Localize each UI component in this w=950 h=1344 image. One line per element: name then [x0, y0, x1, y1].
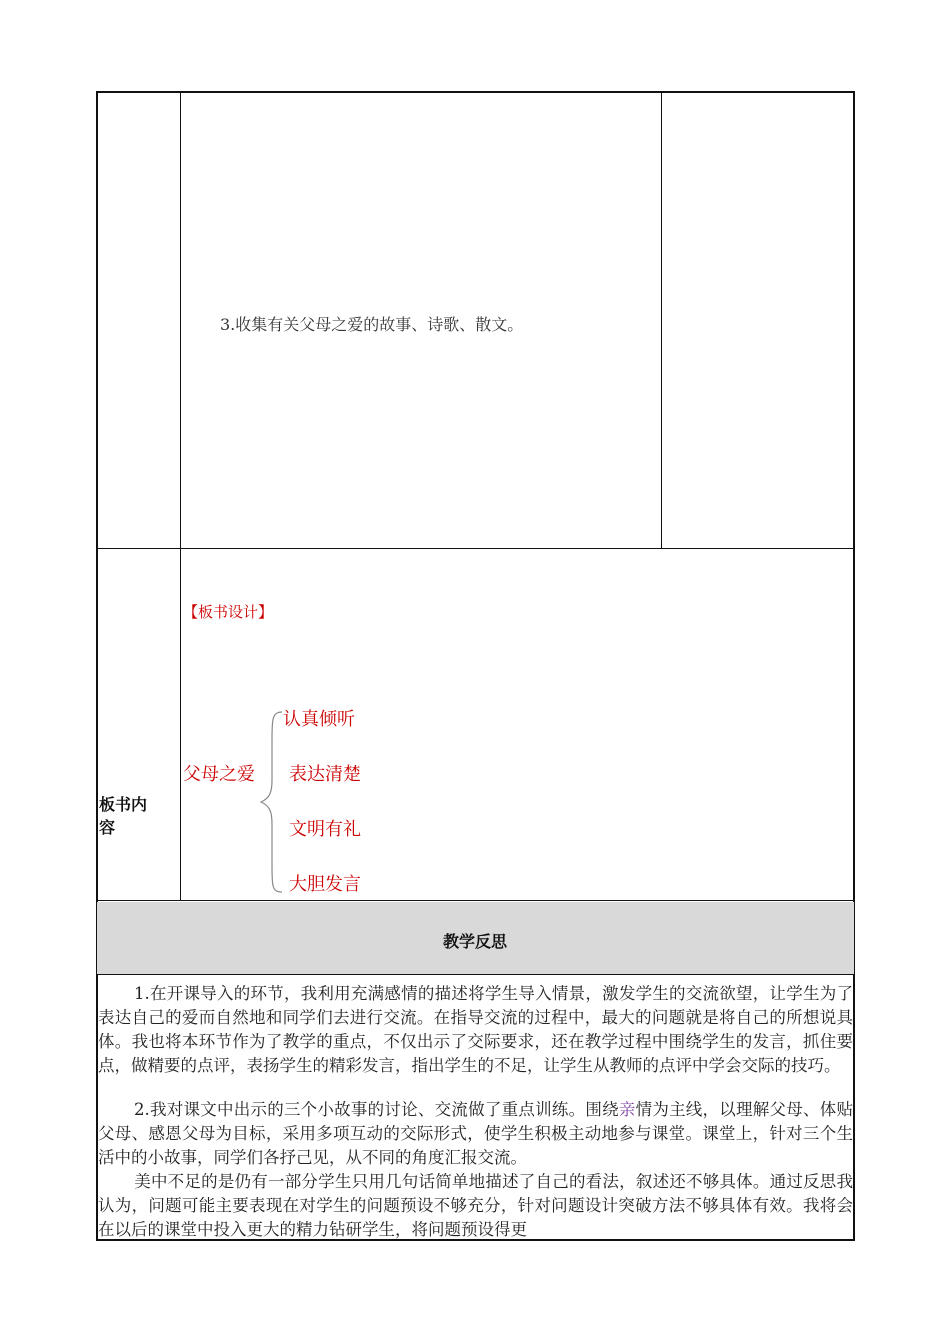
reflection-paragraph-2: [97, 1098, 854, 1170]
board-item-polite: 文明有礼: [289, 819, 361, 840]
reflection-p2-text-a: 2.我对课文中出示的三个小故事的讨论、交流做了重点训练。围绕: [134, 1100, 619, 1119]
board-design-heading: 【板书设计】: [183, 603, 274, 621]
activity-task-text: 3.收集有关父母之爱的故事、诗歌、散文。: [220, 315, 524, 334]
reflection-paragraph-1: [97, 982, 854, 1078]
reflection-paragraph-3: [97, 1170, 854, 1242]
reflection-p2-highlight: 亲: [618, 1100, 636, 1119]
reflection-p3-text: 美中不足的是仍有一部分学生只用几句话简单地描述了自己的看法，叙述还不够具体。通过反思我认为，问题可能主要表现在对学生的问题预设不够充分，针对问题设计突破方法不够具体有效。我将会在以后的课堂中投入更大的精力钻研学生，将问题预设得更: [98, 1172, 853, 1239]
row-divider-activity: [97, 548, 854, 549]
board-item-express: 表达清楚: [289, 764, 361, 785]
reflection-p2-text-b: 情为主线，以理解父母、体贴父母、感恩父母为目标，采用多项互动的交际形式，使学生积极主动地参与课堂。课堂上，针对三个生活中的小故事，同学们各抒己见，从不同的角度汇报交流。: [98, 1100, 854, 1167]
curly-brace-icon: [258, 710, 284, 894]
reflection-title: 教学反思: [442, 932, 507, 951]
row-divider-reflection-title: [97, 974, 854, 975]
board-item-bold: 大胆发言: [289, 874, 361, 895]
board-main-topic: 父母之爱: [183, 764, 255, 785]
board-item-listen: 认真倾听: [283, 709, 355, 730]
col-divider-left: [180, 92, 181, 900]
reflection-p1-text: 1.在开课导入的环节，我利用充满感情的描述将学生导入情景，激发学生的交流欲望，让学生为了表达自己的爱而自然地和同学们去进行交流。在指导交流的过程中，最大的问题就是将自己的所想说具体。我也将本环节作为了教学的重点，不仅出示了交际要求，还在教学过程中围绕学生的发言，抓住要点，做精要的点评，表扬学生的精彩发言，指出学生的不足，让学生从教师的点评中学会交际的技巧。: [98, 984, 853, 1075]
row-divider-board: [97, 900, 854, 901]
board-row-label: 板书内容: [99, 795, 148, 837]
col-divider-right: [661, 92, 662, 549]
